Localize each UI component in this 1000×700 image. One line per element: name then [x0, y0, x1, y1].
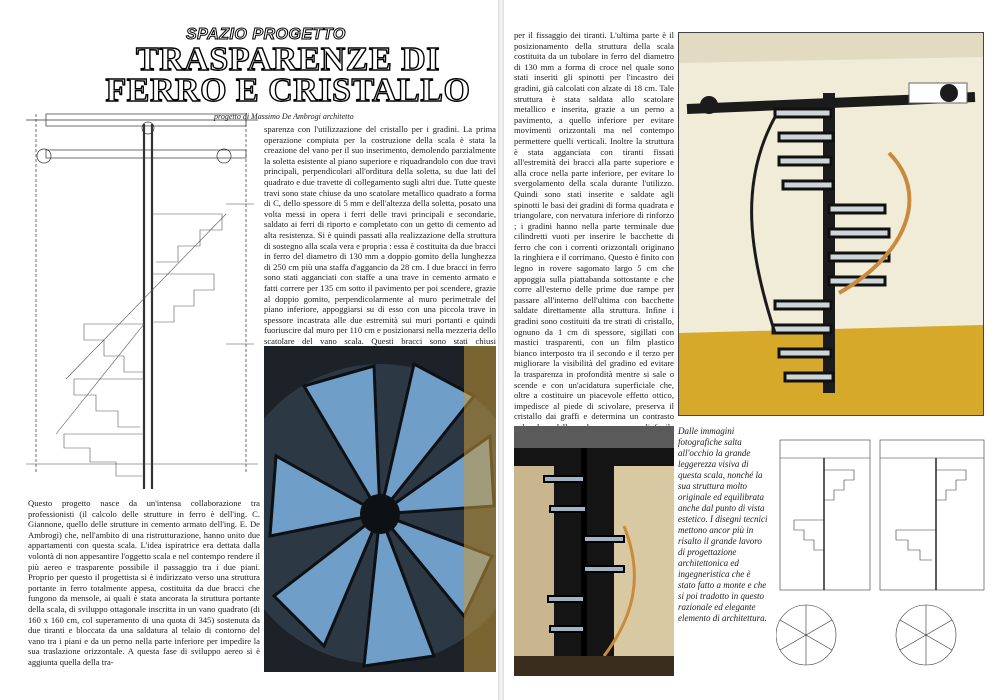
- right-paragraph: per il fissaggio dei tiranti. L'ultima parte è il posizionamento della struttura della scala costituita da un tubolare in ferro del diametro di 130 mm a forma di croce nel quale sono stati inseriti gli spinotti per l'incastro dei gradini, già calcolati con alzate di 18 cm. Tale struttura è stata saldata allo scatolare metallico e inserita, grazie a un perno a pavimento, a quello inferiore per evitare movimenti orizzontali ma nel contempo permettere quelli verticali. Inoltre la struttura è stata agganciata con tiranti fissati all'estremità dei bracci alla parte superiore e alla croce nella parte inferiore, per evitare lo svergolamento della scala durante l'utilizzo. Quindi sono stati inserite e saldate agli spinotti le basi dei gradini di forma quadrata e triangolare, con nervatura inferiore di rinforzo ; i gradini hanno nella parte terminale due cilindretti vuoti per inserire le bacchette di ferro che con i correnti orizzontali originano la ringhiera e il corrimano. Questo è finito con legno in rovere sagomato largo 5 cm che appoggia sulla piattabanda sottostante e che corre all'esterno delle prime due rampe per passare all'interno dell'ultima con bacchette saldate direttamente alla struttura. Infine i gradini sono costituiti da tre strati di cristallo, ognuno da 1 cm di spessore, sigillati con mastici trasparenti, con un film plastico bianco interposto tra il secondo e il terzo per migliorare la visibilità del gradino ed evitare la trasparenza in profondità mentre si sale o scende e con un'acidatura superficiale che, oltre a costituire un piacevole effetto ottico, impedisce al piede di scivolare, preserva il cristallo dai graffi e determina un contrasto: [514, 30, 674, 422]
- photo-caption: [678, 426, 770, 624]
- byline: progetto di Massimo De Ambrogi architetto: [214, 112, 354, 121]
- section-kicker: SPAZIO PROGETTO: [186, 26, 346, 43]
- middle-paragraph: sparenza con l'utilizzazione del cristallo per i gradini. La prima operazione compiuta per la costruzione della scala è stata la creazione del vano per il suo inserimento, demolendo parzialmente la soletta esistente al piano superiore e riquadrandolo con due travi principali, perpendicolari all'orditura della soletta, su due lati del quadrato e due travette di collegamento sugli altri due. Tutte queste travi sono state chiuse da uno scatolare metallico quadrato a forma di C, dello spessore di 5 mm e dell'altezza della soletta, posato una volta messi in opera i ferri delle travi principali e secondarie, saldato ai ferri di riporto e completato con un getto di cemento ad alta resistenza. Si è quindi passati alla realizzazione della struttura di sostegno alla scala vera e propria : essa è costituita da due bracci in ferro del diametro di 130 mm a doppio gomito della lunghezza di 250 cm più una staffa d'aggancio da 28 cm. I due bracci in ferro sono stati agganciati con staffe a una trave in cemento armato e fatti correre per 135 cm sotto il pavimento per poi scendere, grazie al doppio gomito, perpendicolarmente al muro perimetrale del piano inferiore, appoggiarsi su di esso con una piccola trave in spessore incastrata alle due estremità sui muri portanti e quindi fuoriuscire dal muro per 110 cm e posizionarsi nella mezzeria dello scatolare del vano scala. Questi bracci sono stati chiusi: [264, 124, 496, 346]
- interior-stair-photo: [514, 426, 674, 676]
- page-gutter: [498, 0, 504, 700]
- spiral-stair-photo: [264, 346, 496, 672]
- article-intro-text: [28, 498, 260, 668]
- article-middle-column: [264, 124, 496, 378]
- stair-rendering-image: [678, 32, 984, 416]
- article-right-column: [514, 30, 674, 443]
- caption-text: Dalle immagini fotografiche salta all'occhio la grande leggerezza visiva di questa scala, nonché la sua struttura molto originale ed equilibrata anche dal punto di vista estetico. I disegni tecnici mettono ancor più in risalto il grande lavoro di progettazione architettonica ed ingegneristica che è stato fatto a monte e che si poi tradotto in questo razionale ed elegante elemento di architettura.: [678, 426, 768, 623]
- plan-and-section-drawings: [776, 430, 988, 678]
- intro-paragraph: Questo progetto nasce da un'intensa collaborazione tra professionisti (il calcolo delle strutture in ferro è dell'ing. C. Giannone, quello delle strutture in cemento armato dell'ing. E. De Ambrogi) che, nell'ambito di una ristrutturazione, hanno unito due appartamenti con questa scala. L'idea ispiratrice era dettata dalla volontà di non appesantire l'oggetto scala e nel contempo rendere il più aereo e trasparente possibile il passaggio tra i due piani. Proprio per questo il progettista si è indirizzato verso una struttura portante in ferro totalmente appesa, costituita da due bracci che fungono da mensole, ai quali è stata ancorata la struttura portante della scala, di sviluppo ottagonale inscritta in un vano quadrato (di 160 x 160 cm, col superamento di una quota di 345) sostenuta da due tiranti e bloccata da una saldatura al telaio di contorno del vano tra i piani e da un perno nella parte inferiore per impedire la sua traslazione orizzontale. A questa fase di sviluppo aereo si è aggiunta quella della tra-: [28, 498, 260, 667]
- staircase-section-drawing: [26, 104, 258, 489]
- article-title: TRASPARENZE DI FERRO E CRISTALLO: [105, 41, 471, 109]
